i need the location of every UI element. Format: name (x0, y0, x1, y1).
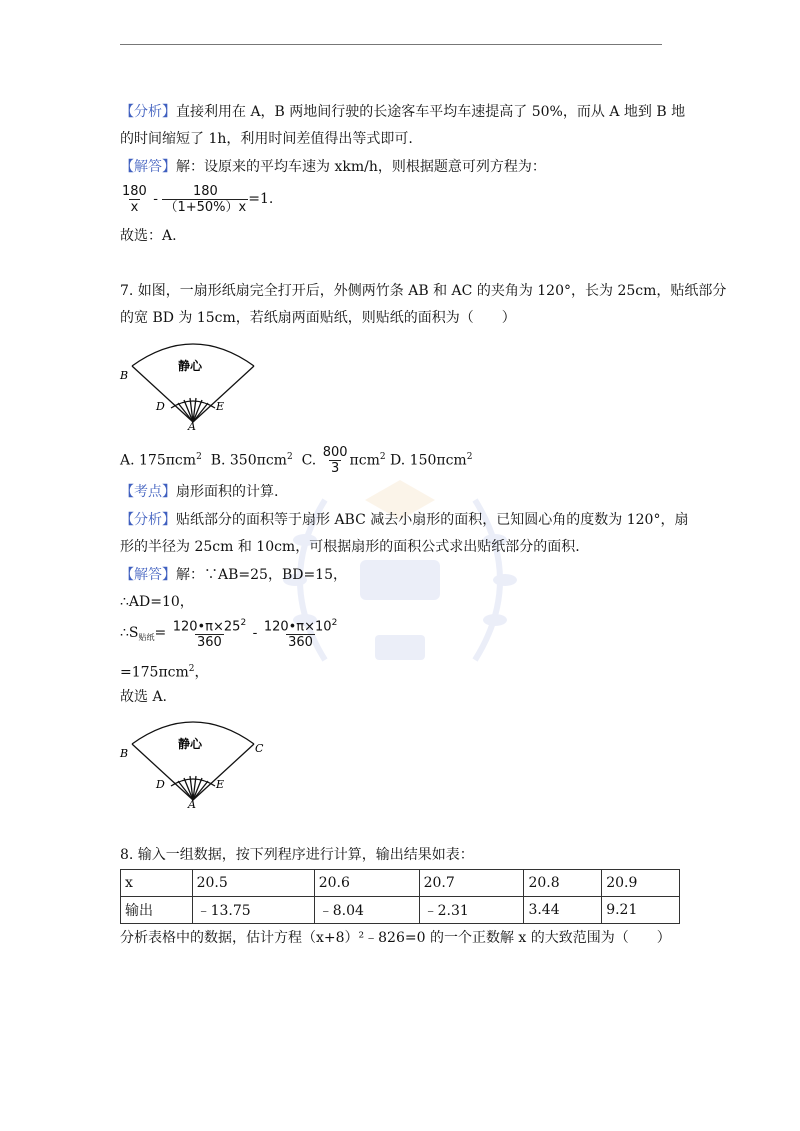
q6-solution-line (120, 158, 546, 176)
label-d: D (156, 778, 165, 791)
s-prefix: ∴S (120, 625, 139, 641)
label-a: A (188, 798, 196, 808)
solution-tag: 【解答】 (120, 567, 176, 583)
solution-text: 解：设原来的平均车速为 xkm/h，则根据题意可列方程为： (176, 159, 546, 175)
table-cell: 20.8 (524, 870, 602, 897)
label-e: E (216, 400, 225, 413)
table-cell: 9.21 (602, 897, 680, 924)
analysis-tag: 【分析】 (120, 512, 176, 528)
table-cell: 20.7 (419, 870, 524, 897)
solution-text: 解：∵AB=25，BD=15， (176, 567, 348, 583)
table-cell: 20.6 (314, 870, 419, 897)
option-c-prefix: C. (301, 452, 317, 469)
q7-result: =175πcm$^2$， (120, 664, 209, 681)
analysis-text: 直接利用在 A，B 两地间行驶的长途客车平均车速提高了 50%，而从 A 地到 B 地 (176, 104, 686, 120)
table-row (121, 897, 680, 924)
table-cell: 20.5 (192, 870, 314, 897)
equation-fraction-2: $\frac{180}{(1+50\%)x}$ (164, 183, 247, 215)
table-row (121, 870, 680, 897)
table-cell: 20.9 (602, 870, 680, 897)
q6-answer: 故选：A. (120, 228, 177, 244)
label-c: C (255, 742, 264, 755)
option-c-suffix: πcm (349, 452, 380, 469)
q6-equation (120, 182, 273, 216)
q7-solution-line (120, 566, 347, 584)
q6-analysis-line1 (120, 103, 685, 121)
option-c-fraction: $\frac{800}{3}$ (322, 445, 348, 477)
equation-tail: =1. (248, 191, 274, 207)
area-fraction-2: $\frac{120•\pi\times 10^2}{360}$ (263, 617, 338, 651)
area-minus: - (252, 625, 258, 641)
analysis-tag: 【分析】 (120, 104, 176, 120)
header-rule (120, 44, 662, 45)
label-a: A (188, 420, 196, 430)
option-b: B. 350πcm (210, 452, 287, 469)
analysis-text: 贴纸部分的面积等于扇形 ABC 减去小扇形的面积，已知圆心角的度数为 120°，扇 (176, 512, 689, 528)
option-a: A. 175πcm (120, 452, 197, 469)
q7-area-formula: $\therefore S_{贴纸}=$ $\frac{120•\pi\times 25^2}{360}$ - $\frac{120•\pi\times 10^2}{360}$ (120, 617, 338, 651)
kaodian-tag: 【考点】 (120, 484, 176, 500)
table-cell: 输出 (121, 897, 193, 924)
kaodian-text: 扇形面积的计算. (176, 484, 279, 500)
q7-step-ad: ∴AD=10， (120, 594, 194, 610)
q7-options: A. 175πcm$^2$ B. 350πcm$^2$ C. $\frac{800}{3}$ πcm$^2$ D. 150πcm$^2$ (120, 445, 473, 477)
table-cell: ﹣13.75 (192, 897, 314, 924)
equation-minus: - (153, 191, 159, 207)
table-cell: x (121, 870, 193, 897)
q7-analysis-line2: 形的半径为 25cm 和 10cm，可根据扇形的面积公式求出贴纸部分的面积. (120, 539, 580, 555)
table-cell: ﹣8.04 (314, 897, 419, 924)
q6-analysis-line2: 的时间缩短了 1h，利用时间差值得出等式即可. (120, 131, 413, 147)
label-d: D (156, 400, 165, 413)
q7-kaodian (120, 483, 278, 501)
s-subscript: 贴纸 (138, 633, 155, 642)
q8-question: 8. 输入一组数据，按下列程序进行计算，输出结果如表： (120, 847, 474, 863)
fan-figure (118, 334, 268, 430)
fan-figure-2 (118, 712, 268, 808)
area-fraction-1: $\frac{120•\pi\times 25^2}{360}$ (172, 617, 247, 651)
fan-text: 静心 (178, 737, 203, 751)
table-cell: 3.44 (524, 897, 602, 924)
option-d: D. 150πcm (390, 452, 467, 469)
label-b: B (120, 369, 129, 382)
solution-tag: 【解答】 (120, 159, 176, 175)
q7-question-line1: 7. 如图，一扇形纸扇完全打开后，外侧两竹条 AB 和 AC 的夹角为 120°，长为 25cm，贴纸部分 (120, 283, 727, 299)
equation-fraction-1: $\frac{180}{x}$ (122, 183, 147, 215)
label-e: E (216, 778, 225, 791)
q8-data-table (120, 869, 680, 924)
fan-text: 静心 (178, 359, 203, 373)
q7-analysis-line1 (120, 511, 688, 529)
q7-question-line2: 的宽 BD 为 15cm，若纸扇两面贴纸，则贴纸的面积为（ ） (120, 310, 516, 326)
q7-answer: 故选 A. (120, 689, 168, 705)
q8-follow-up: 分析表格中的数据，估计方程（x+8）²﹣826=0 的一个正数解 x 的大致范围为（ ） (120, 930, 671, 946)
label-b: B (120, 747, 129, 760)
table-cell: ﹣2.31 (419, 897, 524, 924)
